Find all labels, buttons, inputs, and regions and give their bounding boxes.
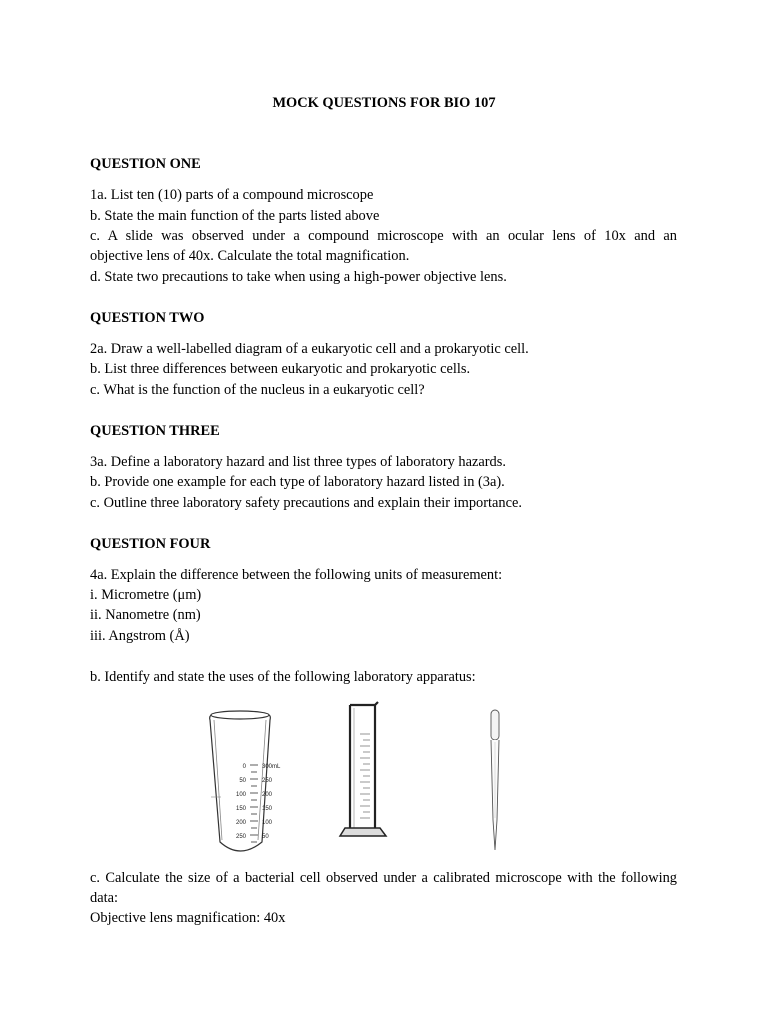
page-title: MOCK QUESTIONS FOR BIO 107 bbox=[272, 95, 496, 111]
measuring-cylinder-image bbox=[340, 702, 386, 836]
beaker-right-label: 50 bbox=[262, 834, 269, 840]
q4-item-ii: ii. Nanometre (nm) bbox=[90, 607, 201, 623]
q3-part-c: c. Outline three laboratory safety precautions and explain their importance. bbox=[90, 495, 522, 511]
question-three-heading: QUESTION THREE bbox=[90, 423, 220, 439]
q3-part-b: b. Provide one example for each type of laboratory hazard listed in (3a). bbox=[90, 474, 505, 490]
q4-part-c-line2: data: bbox=[90, 890, 118, 906]
beaker-right-label: 100 bbox=[262, 820, 273, 826]
beaker-right-label: 200 bbox=[262, 792, 273, 798]
question-one-heading: QUESTION ONE bbox=[90, 156, 201, 172]
question-four-heading: QUESTION FOUR bbox=[90, 536, 211, 552]
q2-part-b: b. List three differences between eukaryotic and prokaryotic cells. bbox=[90, 361, 471, 377]
beaker-left-label: 50 bbox=[239, 778, 246, 784]
beaker-left-label: 100 bbox=[235, 792, 246, 798]
question-two-heading: QUESTION TWO bbox=[90, 310, 205, 326]
beaker-image bbox=[210, 711, 281, 851]
q4-part-c-line3: Objective lens magnification: 40x bbox=[90, 910, 286, 926]
beaker-right-label: 300mL bbox=[262, 764, 281, 770]
q1-part-c-line2: objective lens of 40x. Calculate the total magnification. bbox=[90, 248, 410, 264]
q1-part-a: 1a. List ten (10) parts of a compound microscope bbox=[90, 187, 374, 203]
apparatus-drawing bbox=[200, 700, 520, 860]
beaker-right-label: 250 bbox=[262, 778, 273, 784]
q2-part-c: c. What is the function of the nucleus in a eukaryotic cell? bbox=[90, 382, 425, 398]
q4-part-c-line1: c. Calculate the size of a bacterial cell observed under a calibrated microscope with the following bbox=[90, 870, 677, 886]
beaker-right-label: 150 bbox=[262, 806, 273, 812]
q1-part-b: b. State the main function of the parts listed above bbox=[90, 208, 380, 224]
q3-part-a: 3a. Define a laboratory hazard and list three types of laboratory hazards. bbox=[90, 454, 506, 470]
beaker-left-label: 0 bbox=[242, 764, 246, 770]
pipette-image bbox=[491, 710, 499, 850]
beaker-left-label: 150 bbox=[235, 806, 246, 812]
q4-part-a: 4a. Explain the difference between the following units of measurement: bbox=[90, 567, 503, 583]
q4-item-iii: iii. Angstrom (Å) bbox=[90, 628, 190, 644]
q4-item-i: i. Micrometre (μm) bbox=[90, 587, 202, 603]
q4-part-b: b. Identify and state the uses of the following laboratory apparatus: bbox=[90, 669, 476, 685]
apparatus-figures bbox=[200, 700, 520, 860]
beaker-left-label: 200 bbox=[235, 820, 246, 826]
q1-part-d: d. State two precautions to take when using a high-power objective lens. bbox=[90, 269, 507, 285]
q1-part-c-line1: c. A slide was observed under a compound microscope with an ocular lens of 10x and an bbox=[90, 228, 677, 244]
beaker-left-label: 250 bbox=[235, 834, 246, 840]
q2-part-a: 2a. Draw a well-labelled diagram of a eukaryotic cell and a prokaryotic cell. bbox=[90, 341, 529, 357]
